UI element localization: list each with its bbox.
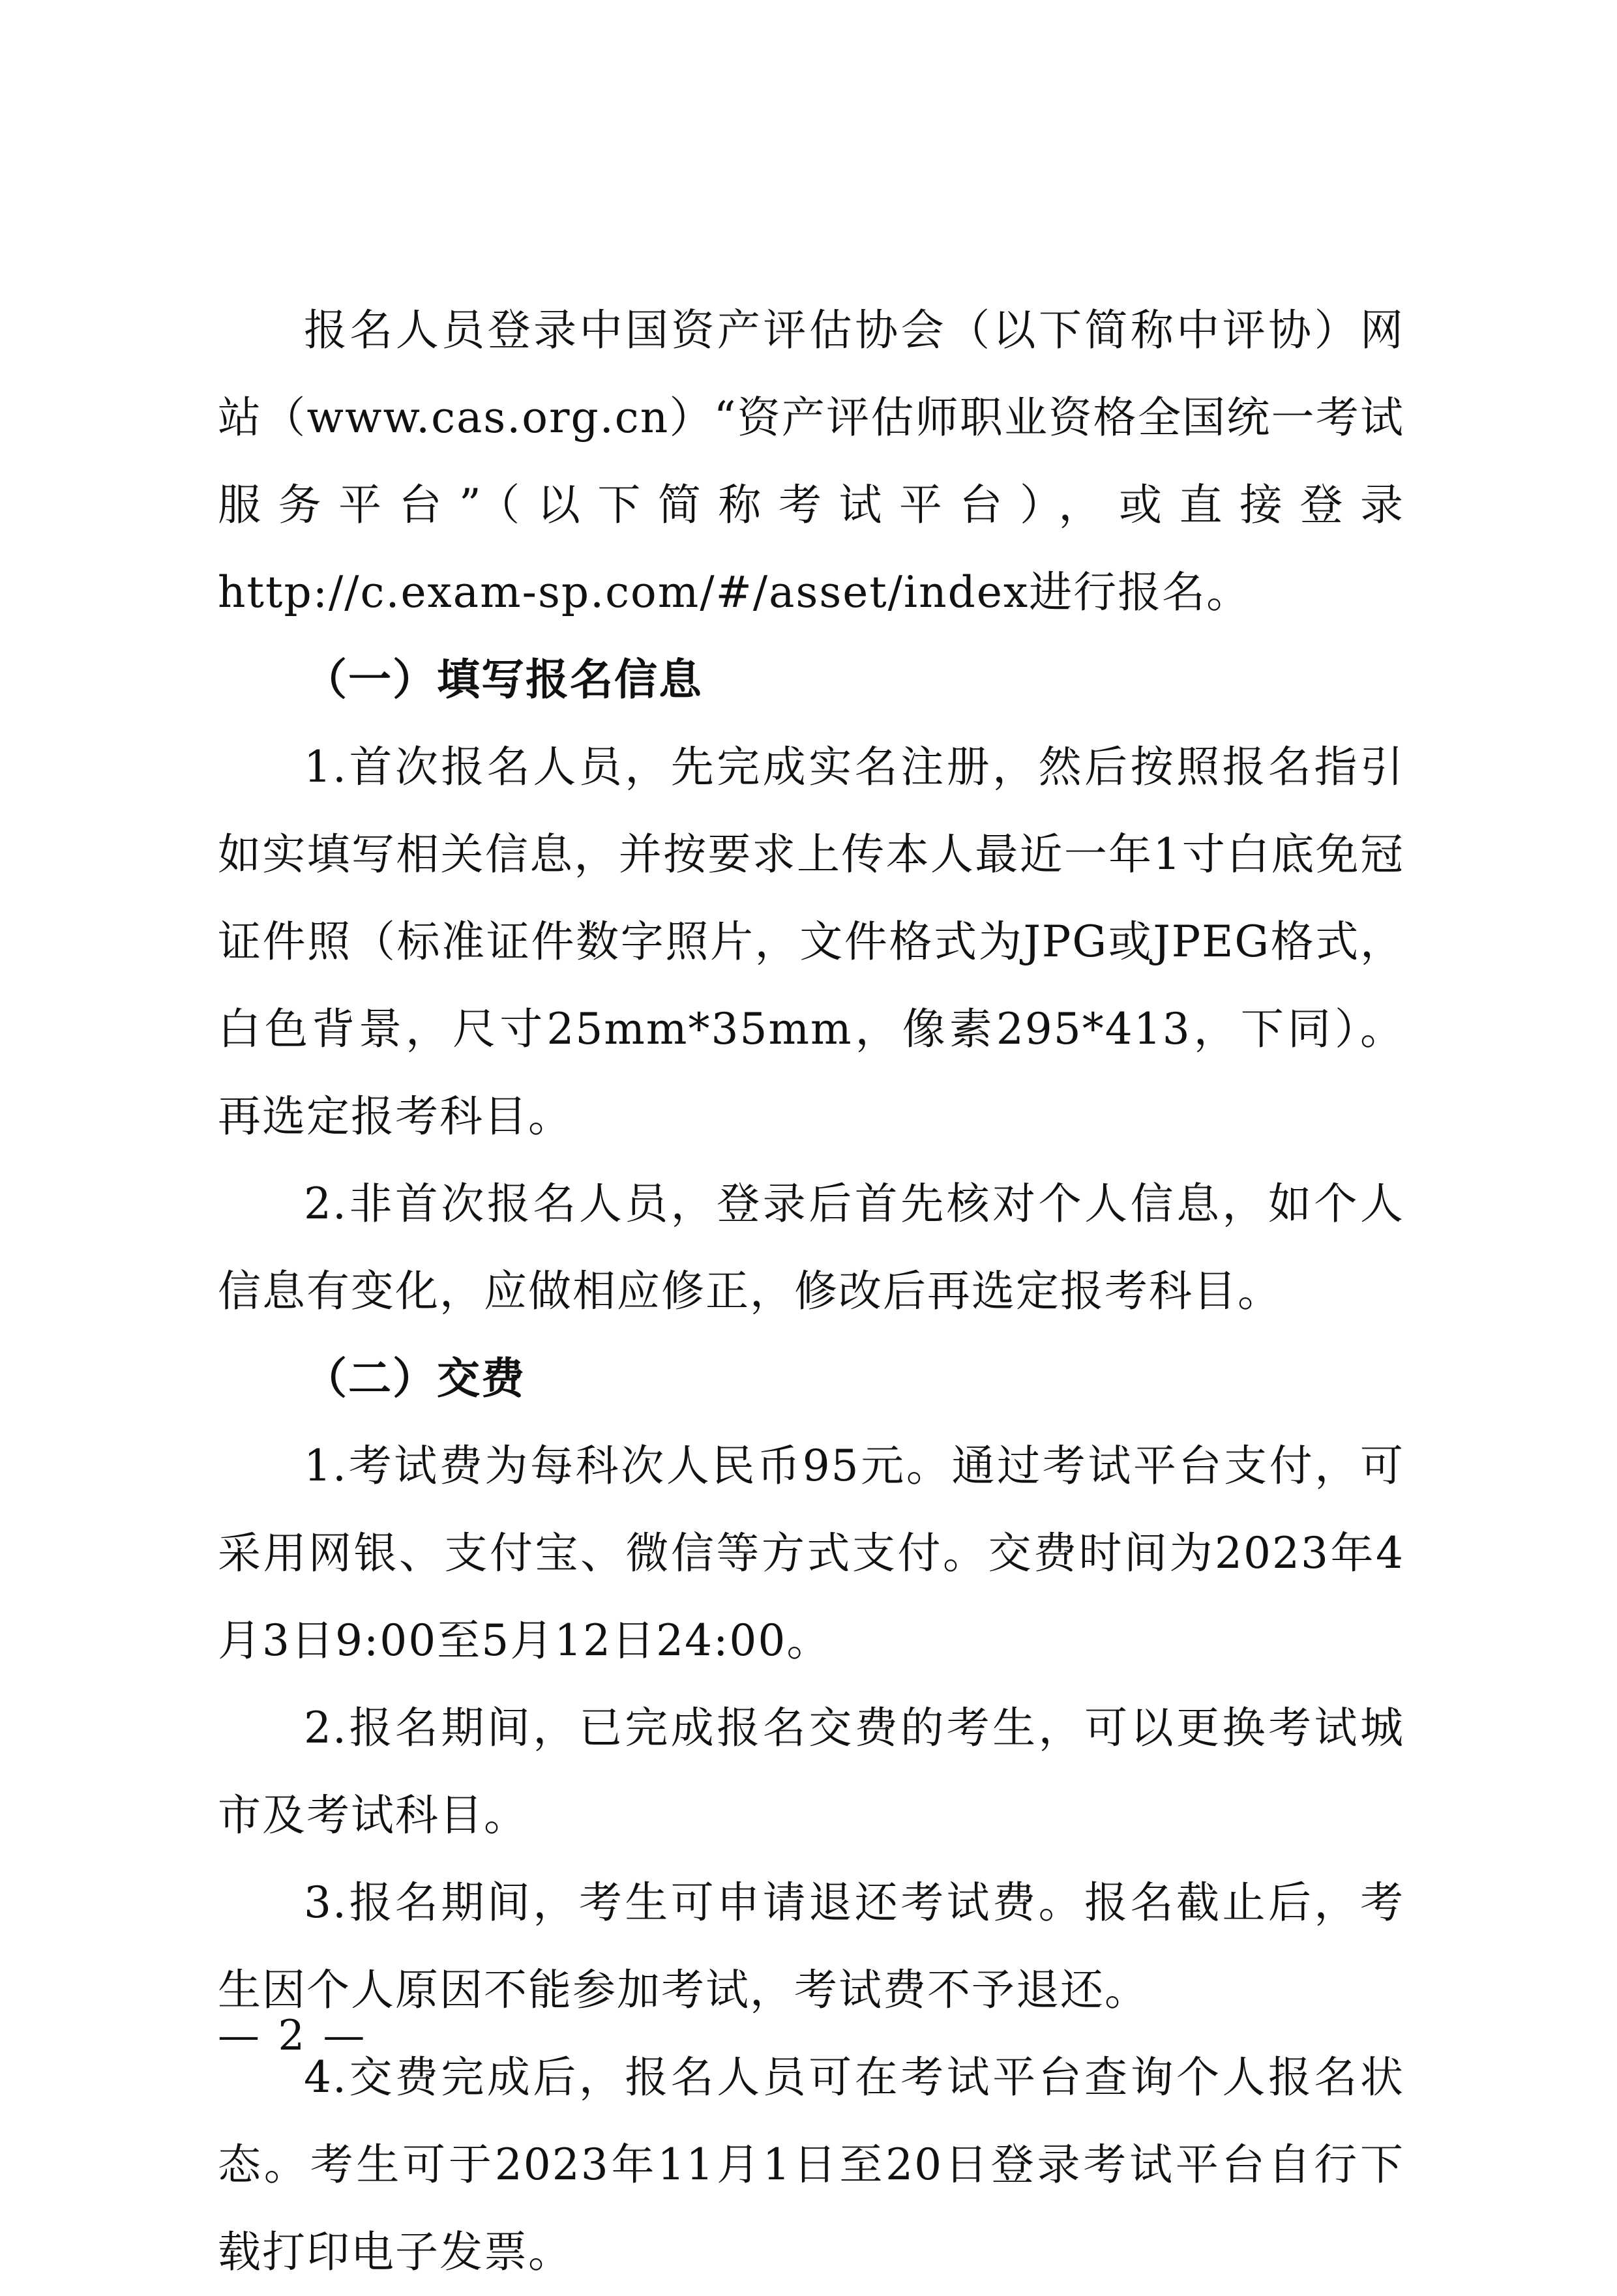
section1-item-1: 1.首次报名人员，先完成实名注册，然后按照报名指引如实填写相关信息，并按要求上传本人最近一年1寸白底免冠证件照（标准证件数字照片，文件格式为JPG或JPEG格式，白色背景，尺寸25mm*35mm，像素295*413，下同）。再选定报考科目。	[218, 742, 1404, 1141]
section2-item-3: 3.报名期间，考生可申请退还考试费。报名截止后，考生因个人原因不能参加考试，考试费不予退还。	[218, 1877, 1404, 2015]
section2-item-1: 1.考试费为每科次人民币95元。通过考试平台支付，可采用网银、支付宝、微信等方式支付。交费时间为2023年4月3日9:00至5月12日24:00。	[218, 1441, 1404, 1666]
section2-item-2: 2.报名期间，已完成报名交费的考生，可以更换考试城市及考试科目。	[218, 1703, 1404, 1840]
page-number: — 2 —	[218, 2012, 368, 2060]
section-heading-registration-info: （一）填写报名信息	[304, 655, 703, 705]
section-heading-payment: （二）交费	[304, 1353, 526, 1404]
section1-item-2: 2.非首次报名人员，登录后首先核对个人信息，如个人信息有变化，应做相应修正，修改后再选定报考科目。	[218, 1179, 1404, 1316]
intro-paragraph: 报名人员登录中国资产评估协会（以下简称中评协）网站（www.cas.org.cn）“资产评估师职业资格全国统一考试服务平台”（以下简称考试平台），或直接登录http://c.exam-sp.com/#/asset/index进行报名。	[218, 305, 1404, 617]
section2-item-4: 4.交费完成后，报名人员可在考试平台查询个人报名状态。考生可于2023年11月1日至20日登录考试平台自行下载打印电子发票。	[218, 2052, 1404, 2277]
document-body	[218, 287, 1404, 2296]
